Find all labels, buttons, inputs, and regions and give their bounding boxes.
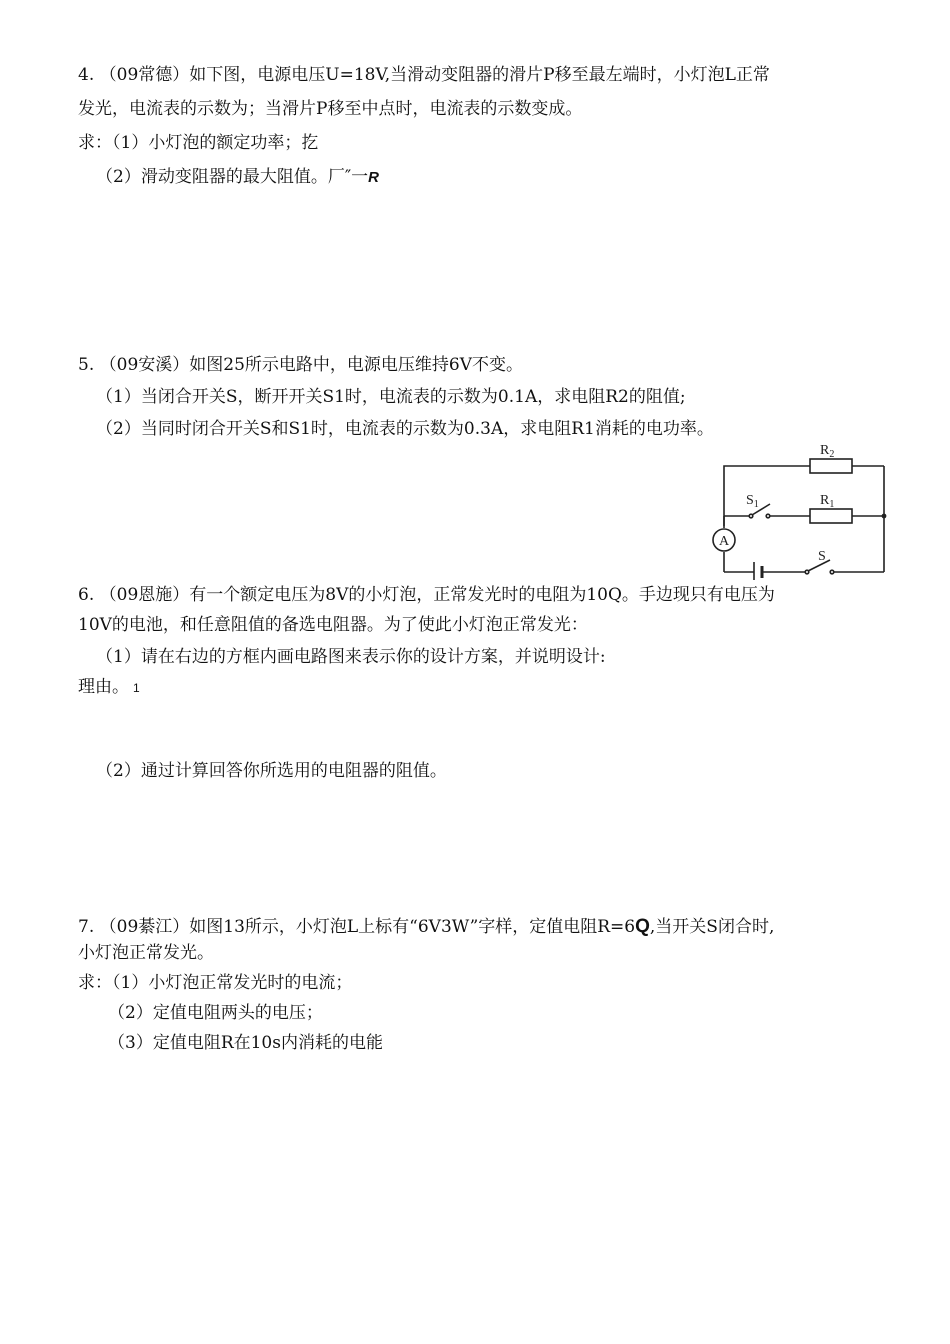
q7-line-3: 求：（1）小灯泡正常发光时的电流； [78,973,353,993]
label-s1: $S_1$ [746,493,759,510]
junction-dot [882,514,887,519]
q4-line-3: 求：（1）小灯泡的额定功率；扢 [78,133,319,153]
q6-line-4-text: 理由。 [78,677,129,697]
q5-line-3: （2）当同时闭合开关S和S1时，电流表的示数为0.3A，求电阻R1消耗的电功率。 [96,419,714,439]
label-s: S [818,549,826,564]
q4-line-4-text: （2）滑动变阻器的最大阻值。厂″一 [96,167,369,187]
label-r1: $R_1$ [820,493,835,510]
q4-line-1: 4. （09常德）如下图，电源电压U=18V,当滑动变阻器的滑片P移至最左端时，小灯泡L正常 [78,65,770,85]
q7-line-1-text: 7. （09綦江）如图13所示，小灯泡L上标有“6V3W”字样，定值电阻R=6 [78,917,636,937]
label-ammeter: A [719,534,730,549]
q5-line-1: 5. （09安溪）如图25所示电路中，电源电压维持6V不变。 [78,355,523,375]
q7-line-5: （3）定值电阻R在10s内消耗的电能 [108,1033,383,1053]
q4-line-2: 发光，电流表的示数为；当滑片P移至中点时，电流表的示数变成。 [78,99,583,119]
q7-line-1-omega: Q [635,916,650,937]
q6-line-3: （1）请在右边的方框内画电路图来表示你的设计方案，并说明设计: [96,647,606,667]
q7-line-1 [78,916,774,938]
q6-line-4 [78,676,140,699]
resistor-r1 [810,509,852,523]
q6-line-4-tail: 1 [133,681,140,695]
label-r2: $R_2$ [820,443,835,460]
battery-icon [754,562,762,580]
q6-line-2: 10V的电池，和任意阻值的备选电阻器。为了使此小灯泡正常发光： [78,615,588,635]
q7-line-1-tail: ,当开关S闭合时, [649,917,775,937]
q4-line-4 [96,166,379,189]
resistor-r2 [810,459,852,473]
q4-line-4-tail: R [368,169,380,186]
q6-line-5: （2）通过计算回答你所选用的电阻器的阻值。 [96,761,447,781]
q5-line-2: （1）当闭合开关S，断开开关S1时，电流表的示数为0.1A，求电阻R2的阻值; [96,387,686,407]
circuit-diagram [710,434,890,580]
q7-line-2: 小灯泡正常发光。 [78,943,214,963]
q7-line-4: （2）定值电阻两头的电压； [108,1003,323,1023]
q6-line-1: 6. （09恩施）有一个额定电压为8V的小灯泡，正常发光时的电阻为10Q。手边现只有电压为 [78,585,775,605]
